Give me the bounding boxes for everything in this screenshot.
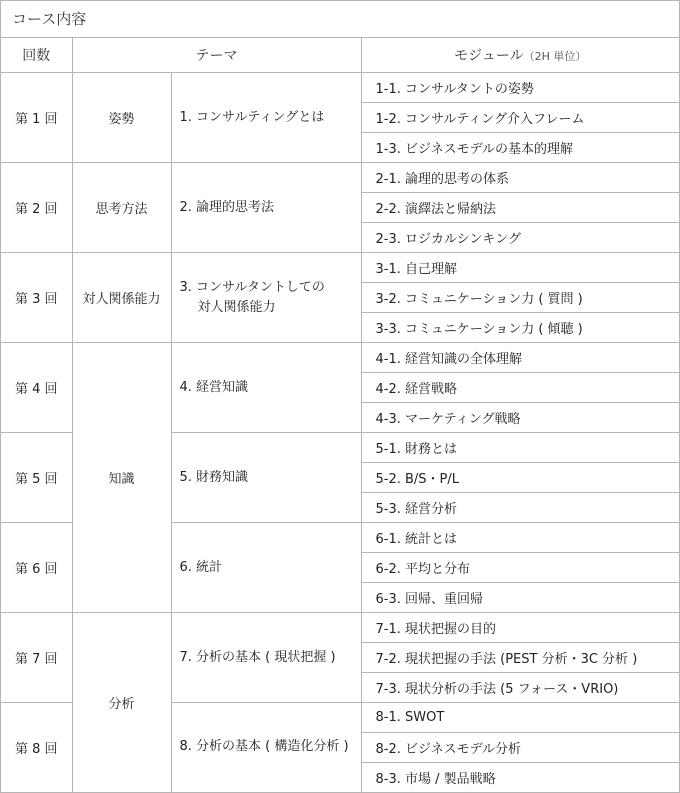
module-cell: 2-1. 論理的思考の体系	[361, 163, 679, 193]
module-cell: 1-3. ビジネスモデルの基本的理解	[361, 133, 679, 163]
theme-cell	[171, 163, 361, 253]
theme-line: 5. 財務知識	[179, 469, 249, 485]
header-module-note: （2H 単位）	[523, 50, 587, 63]
session-cell: 第 2 回	[1, 163, 72, 253]
module-cell: 5-3. 経営分析	[361, 493, 679, 523]
theme-cell	[171, 253, 361, 343]
module-cell: 1-1. コンサルタントの姿勢	[361, 73, 679, 103]
module-cell: 4-1. 経営知識の全体理解	[361, 343, 679, 373]
session-cell: 第 1 回	[1, 73, 72, 163]
module-cell: 2-3. ロジカルシンキング	[361, 223, 679, 253]
panel-title: コース内容	[1, 1, 679, 38]
session-cell: 第 4 回	[1, 343, 72, 433]
module-cell: 6-1. 統計とは	[361, 523, 679, 553]
course-table	[1, 38, 679, 793]
theme-line: 1. コンサルティングとは	[179, 109, 325, 125]
module-cell: 7-2. 現状把握の手法 (PEST 分析・3C 分析 )	[361, 643, 679, 673]
theme-cell	[171, 433, 361, 523]
theme-cell	[171, 343, 361, 433]
session-cell: 第 8 回	[1, 703, 72, 793]
module-cell: 8-1. SWOT	[361, 703, 679, 733]
header-theme: テーマ	[72, 38, 361, 73]
module-cell: 7-3. 現状分析の手法 (5 フォース・VRIO)	[361, 673, 679, 703]
module-cell: 5-1. 財務とは	[361, 433, 679, 463]
session-cell: 第 3 回	[1, 253, 72, 343]
module-cell: 3-2. コミュニケーション力 ( 質問 )	[361, 283, 679, 313]
module-cell: 3-3. コミュニケーション力 ( 傾聴 )	[361, 313, 679, 343]
table-row	[1, 73, 679, 103]
header-module	[361, 38, 679, 73]
theme-cell	[171, 523, 361, 613]
module-cell: 4-2. 経営戦略	[361, 373, 679, 403]
category-cell: 対人関係能力	[72, 253, 171, 343]
theme-line: 2. 論理的思考法	[179, 199, 275, 215]
theme-line: 6. 統計	[179, 559, 223, 575]
category-cell: 思考方法	[72, 163, 171, 253]
module-cell: 7-1. 現状把握の目的	[361, 613, 679, 643]
module-cell: 6-3. 回帰、重回帰	[361, 583, 679, 613]
header-module-label: モジュール	[454, 48, 524, 64]
theme-line: 4. 経営知識	[179, 379, 249, 395]
module-cell: 2-2. 演繹法と帰納法	[361, 193, 679, 223]
category-cell: 分析	[72, 613, 171, 793]
header-session: 回数	[1, 38, 72, 73]
table-header-row	[1, 38, 679, 73]
theme-cell	[171, 703, 361, 793]
session-cell: 第 5 回	[1, 433, 72, 523]
table-row	[1, 613, 679, 643]
table-row	[1, 253, 679, 283]
session-cell: 第 6 回	[1, 523, 72, 613]
category-cell: 姿勢	[72, 73, 171, 163]
module-cell: 5-2. B/S・P/L	[361, 463, 679, 493]
module-cell: 8-2. ビジネスモデル分析	[361, 733, 679, 763]
table-row	[1, 163, 679, 193]
module-cell: 1-2. コンサルティング介入フレーム	[361, 103, 679, 133]
module-cell: 3-1. 自己理解	[361, 253, 679, 283]
theme-cell	[171, 613, 361, 703]
category-cell: 知識	[72, 343, 171, 613]
module-cell: 4-3. マーケティング戦略	[361, 403, 679, 433]
module-cell: 6-2. 平均と分布	[361, 553, 679, 583]
session-cell: 第 7 回	[1, 613, 72, 703]
theme-cell	[171, 73, 361, 163]
theme-line: 対人関係能力	[197, 299, 276, 315]
module-cell: 8-3. 市場 / 製品戦略	[361, 763, 679, 793]
table-row	[1, 343, 679, 373]
theme-line: 7. 分析の基本 ( 現状把握 )	[179, 649, 336, 665]
theme-line: 8. 分析の基本 ( 構造化分析 )	[179, 739, 349, 755]
theme-line: 3. コンサルタントしての	[179, 279, 325, 295]
